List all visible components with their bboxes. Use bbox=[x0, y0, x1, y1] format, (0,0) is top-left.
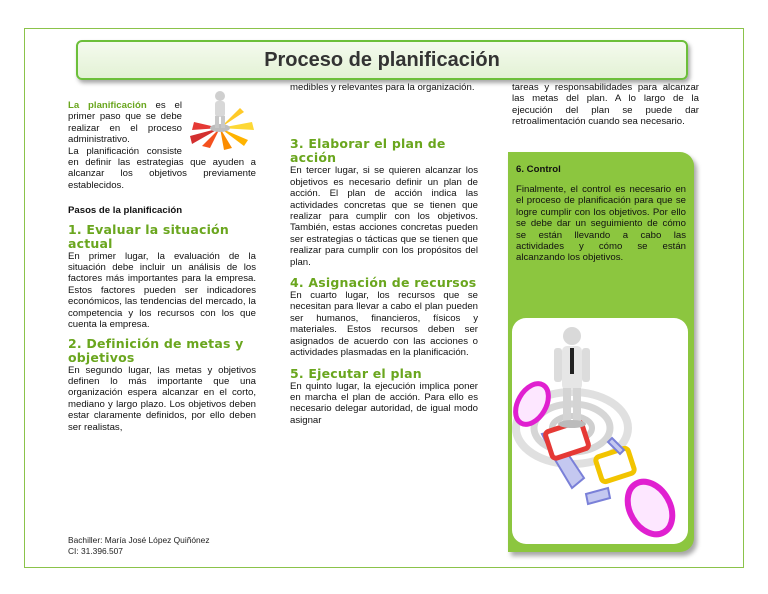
section-1-text: En primer lugar, la evaluación de la situación debe incluir un análisis de los factores más importantes para la empresa. Estos factores pueden ser indicadores económicos, las tendencias del mercado, la competencia y los recursos con los que cuenta la empresa. bbox=[68, 250, 256, 331]
page-title: Proceso de planificación bbox=[264, 48, 500, 71]
steps-heading: Pasos de la planificación bbox=[68, 205, 183, 217]
intro-rest: es el primer paso que se debe realizar en el proceso administrativo. bbox=[68, 100, 182, 146]
section-1-heading: 1. Evaluar la situación actual bbox=[68, 221, 229, 251]
process-illustration bbox=[512, 318, 688, 544]
title-banner bbox=[76, 40, 688, 80]
section-2-continuation: medibles y relevantes para la organización. bbox=[290, 82, 475, 93]
section-3-heading: 3. Elaborar el plan de acción bbox=[290, 136, 446, 166]
section-4-text: En cuarto lugar, los recursos que se necesitan para llevar a cabo el plan pueden ser humanos, financieros, físicos y materiales. Estos recursos deben ser asignados de acuerdo con las acciones o actividades plasmadas en la planificación. bbox=[290, 290, 478, 359]
section-5-continuation: tareas y responsabilidades para alcanzar las metas del plan. A lo largo de la ejecución del plan se puede dar retroalimentación cuando sea necesario. bbox=[512, 82, 699, 128]
section-5-text: En quinto lugar, la ejecución implica poner en marcha el plan de acción. Para ello es necesario delegar autoridad, de igual modo asignar bbox=[290, 380, 478, 426]
process-flow-icon bbox=[512, 318, 688, 544]
column-1 bbox=[68, 100, 256, 433]
intro-definition: La planificación consiste en definir las estrategias que ayuden a alcanzar los objetivos previamente establecidos. bbox=[68, 145, 256, 191]
section-4-heading: 4. Asignación de recursos bbox=[290, 275, 477, 291]
control-text: Finalmente, el control es necesario en el proceso de planificación para que se logre cumplir con los objetivos. Por ello se debe dar un seguimiento de cómo se están llevando a cabo las actividades y cómo se están alcanzando los objetivos. bbox=[516, 184, 686, 264]
author-name: Bachiller: María José López Quiñónez bbox=[68, 535, 210, 545]
person-arrows-icon bbox=[184, 88, 256, 150]
section-2-heading: 2. Definición de metas y objetivos bbox=[68, 335, 244, 365]
footer bbox=[68, 535, 210, 557]
section-5-heading: 5. Ejecutar el plan bbox=[290, 365, 422, 381]
control-panel bbox=[508, 152, 694, 552]
control-heading: 6. Control bbox=[516, 164, 561, 175]
column-2 bbox=[290, 82, 478, 426]
author-id: CI: 31.396.507 bbox=[68, 546, 123, 556]
section-3-text: En tercer lugar, si se quieren alcanzar los objetivos es necesario definir un plan de acción. El plan de acción indica las actividades concretas que se tienen que realizar para cumplir con los objetivos. También, estas acciones concretas pueden ser estrategias o tácticas que se tienen que realizar para cumplir con los propósitos del plan. bbox=[290, 165, 478, 268]
intro-lead: La planificación bbox=[68, 100, 147, 111]
column-3 bbox=[512, 82, 699, 128]
section-2-text: En segundo lugar, las metas y objetivos definen lo más importante que una organización espera alcanzar en el corto, mediano y largo plazo. Los objetivos deben estar claramente definidos, por ello deben ser realistas, bbox=[68, 364, 256, 433]
intro bbox=[68, 100, 256, 191]
